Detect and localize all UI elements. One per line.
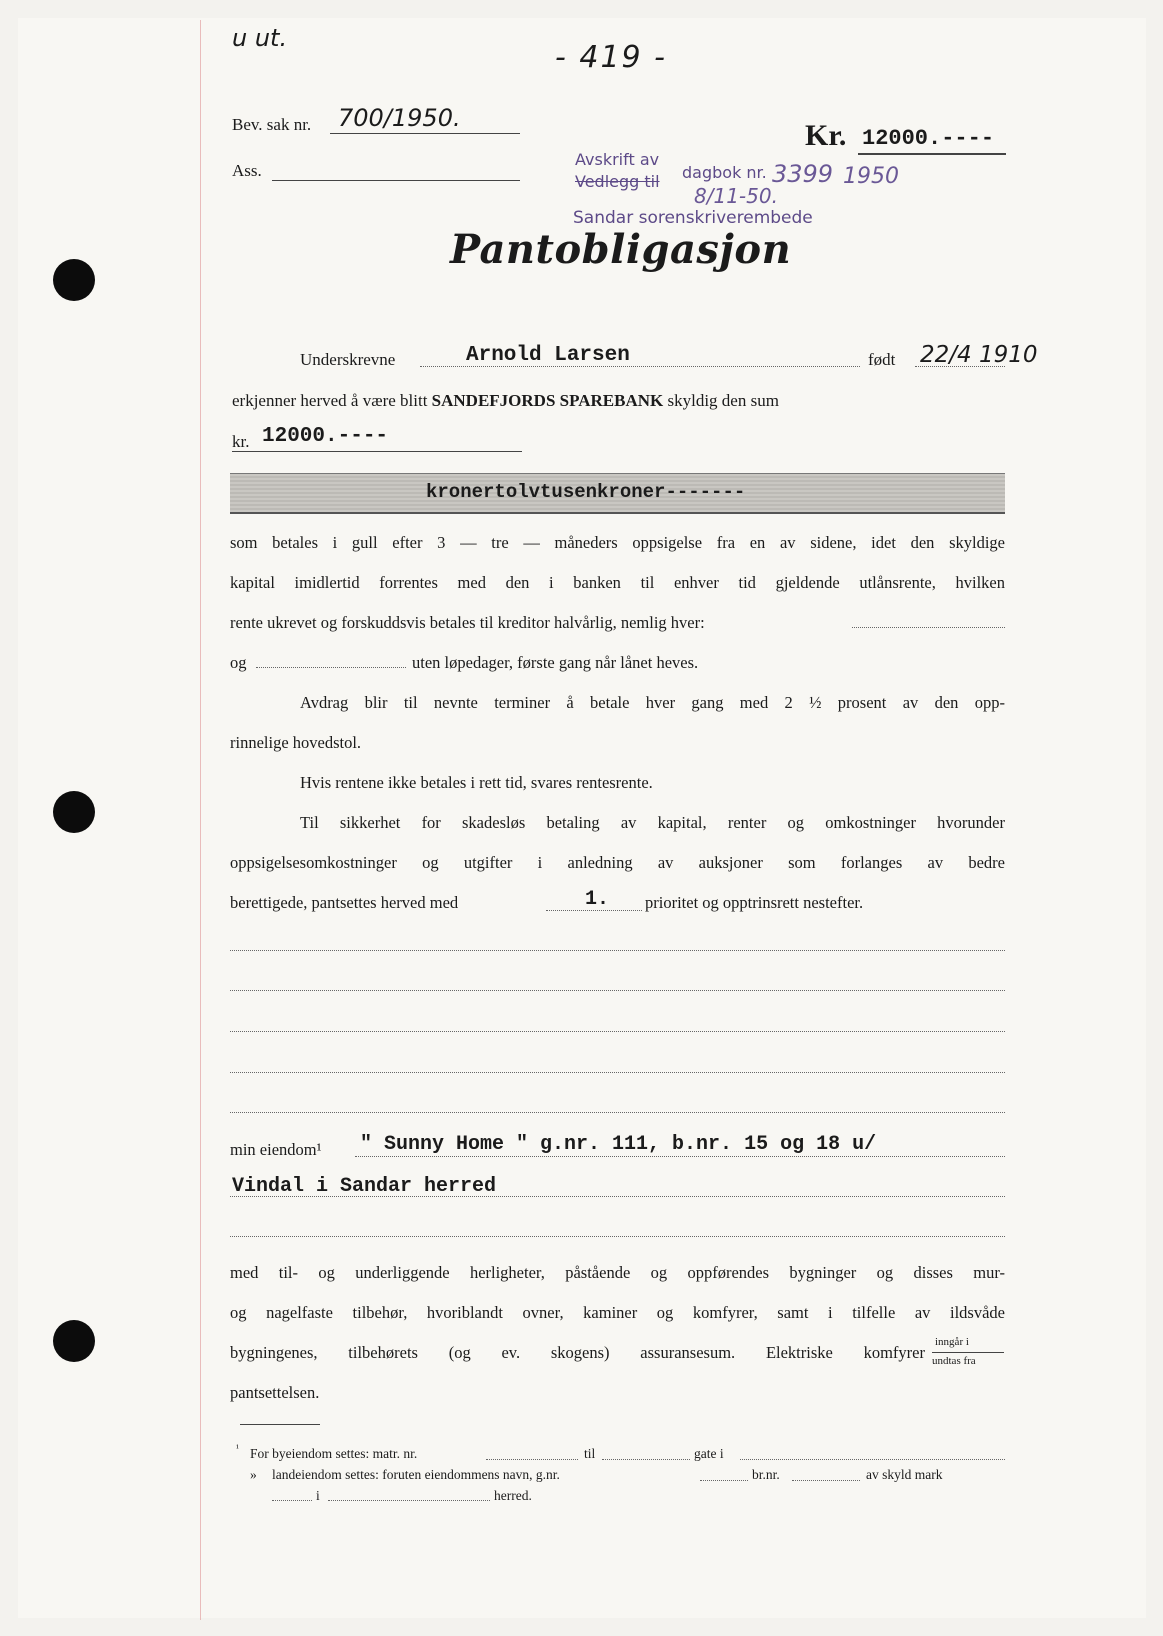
ass-label: Ass. [232,161,262,180]
terms-line-4a: og [230,653,247,672]
footnote-line3a: i [316,1488,320,1503]
document-title: Pantobligasjon [450,226,792,273]
born-date-line [915,366,1005,367]
appurtenances-line-1: med til- og underliggende herligheter, påstående og oppførendes bygninger og disses mur- [230,1263,1005,1282]
amount-in-words: kronertolvtusenkroner------- [426,481,746,503]
stamp-dagbok-number: 3399 [772,160,834,188]
blank-line [230,1031,1005,1032]
appurtenances-line-2: og nagelfaste tilbehør, hvoriblandt ovner, kaminer og komfyrer, samt i tilfelle av ildsvåde [230,1303,1005,1322]
ack-prefix: erkjenner herved å være blitt [232,391,428,410]
case-number-line [330,133,520,134]
born-label: født [868,350,896,369]
footnote-separator [240,1424,320,1425]
amount-label: Kr. [805,119,847,152]
footnote-line1c: gate i [694,1446,724,1461]
terms-line-3: rente ukrevet og forskuddsvis betales til kreditor halvårlig, nemlig hver: [230,613,705,632]
footnote-line2c: av skyld mark [866,1467,943,1482]
property-underline-2 [230,1196,1005,1197]
priority-value: 1. [585,888,610,911]
sum-line [232,451,522,452]
punch-hole [53,1320,95,1362]
option-divider [932,1352,1004,1353]
footnote-line2-marker: » [250,1467,257,1482]
punch-hole [53,259,95,301]
footnote-blank [792,1480,860,1481]
ack-suffix: skyldig den sum [667,391,779,410]
footnote-blank [602,1459,690,1460]
terms-line-9: oppsigelsesomkostninger og utgifter i anledning av auksjoner som forlanges av bedre [230,853,1005,872]
option-exclude: undtas fra [932,1355,976,1367]
terms-line-10a: berettigede, pantsettes herved med [230,893,459,912]
sum-label: kr. [232,432,250,451]
footnote-blank [700,1480,748,1481]
stamp-dagbok-label: dagbok nr. [682,163,767,182]
terms-line-10b: prioritet og opptrinsrett nestefter. [645,893,864,912]
blank-line [230,1072,1005,1073]
born-date: 22/4 1910 [920,342,1038,368]
stamp-office: Sandar sorenskriverembede [573,208,813,228]
terms-line-7: Hvis rentene ikke betales i rett tid, svares rentesrente. [300,773,653,792]
stamp-date: 8/11-50. [694,184,778,208]
debtor-name: Arnold Larsen [466,344,630,367]
debtor-label: Underskrevne [300,350,396,369]
margin-line [200,20,201,1620]
amount-value: 12000.---- [862,126,995,151]
footnote-line2b: br.nr. [752,1467,780,1482]
punch-hole [53,791,95,833]
amount-line [858,153,1006,155]
option-include: inngår i [935,1336,969,1348]
property-underline-3 [230,1236,1005,1237]
footnote-blank [486,1459,578,1460]
footnote-blank [328,1500,490,1501]
terms-line-2: kapital imidlertid forrentes med den i banken til enhver tid gjeldende utlånsrente, hvilken [230,573,1005,592]
interest-term-line [852,627,1005,628]
debtor-name-line [420,366,860,367]
terms-line-6: rinnelige hovedstol. [230,733,362,752]
priority-line [546,910,642,911]
page-number: - 419 - [555,40,667,75]
margin-note: u ut. [232,24,288,52]
footnote-line3b: herred. [494,1488,532,1503]
appurtenances-line-3: bygningenes, tilbehørets (og ev. skogens) assuransesum. Elektriske komfyrer [230,1343,925,1362]
terms-line-4b: uten løpedager, første gang når lånet heves. [412,653,699,672]
footnote-marker: ¹ [236,1443,239,1454]
bank-name: SANDEFJORDS SPAREBANK [431,391,664,410]
property-line-1: " Sunny Home " g.nr. 111, b.nr. 15 og 18 u/ [360,1133,877,1156]
stamp-line2: Vedlegg til [575,172,660,191]
stamp-line1: Avskrift av [575,150,660,169]
property-label: min eiendom¹ [230,1140,322,1159]
ack-text [232,391,779,411]
terms-line-5: Avdrag blir til nevnte terminer å betale hver gang med 2 ½ prosent av den opp- [300,693,1005,712]
appurtenances-line-4: pantsettelsen. [230,1383,320,1402]
interest-term-line-2 [256,667,406,668]
blank-line [230,950,1005,951]
sum-value: 12000.---- [262,425,389,448]
footnote-line1a: For byeiendom settes: matr. nr. [250,1446,418,1461]
footnote-line2a: landeiendom settes: foruten eiendommens navn, g.nr. [272,1467,560,1482]
property-line-2: Vindal i Sandar herred [232,1175,497,1198]
terms-line-8: Til sikkerhet for skadesløs betaling av kapital, renter og omkostninger hvorunder [300,813,1005,832]
footnote-blank [740,1459,1005,1460]
case-number: 700/1950. [338,104,461,132]
terms-line-1: som betales i gull efter 3 — tre — måneders oppsigelse fra en av sidene, idet den skyldige [230,533,1005,552]
footnote-blank [272,1500,312,1501]
property-underline-1 [355,1156,1005,1157]
blank-line [230,990,1005,991]
stamp-year: 1950 [843,164,899,189]
case-label: Bev. sak nr. [232,115,312,134]
footnote-line1b: til [584,1446,596,1461]
blank-line [230,1112,1005,1113]
ass-line [272,180,520,181]
